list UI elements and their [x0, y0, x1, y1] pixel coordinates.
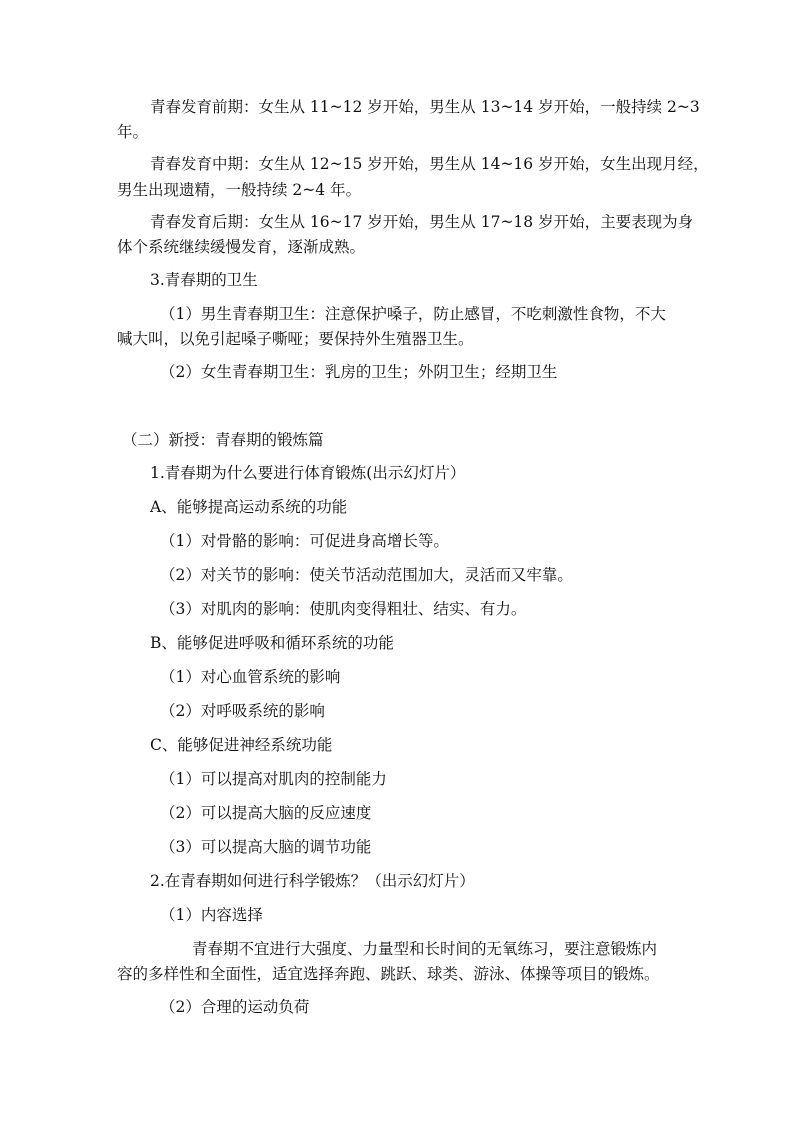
list-item-reaction-speed: （2）可以提高大脑的反应速度	[160, 804, 372, 822]
heading-why-exercise: 1.青春期为什么要进行体育锻炼(出示幻灯片）	[150, 464, 466, 482]
paragraph-early-puberty-line-2: 年。	[117, 123, 149, 141]
heading-how-exercise: 2.在青春期如何进行科学锻炼？（出示幻灯片）	[150, 872, 475, 890]
list-item-cardiovascular: （1）对心血管系统的影响	[160, 668, 341, 686]
list-item-joints: （2）对关节的影响：使关节活动范围加大，灵活而又牢靠。	[160, 566, 573, 584]
list-item-regulation: （3）可以提高大脑的调节功能	[160, 838, 372, 856]
subheading-respiration-circulation: B、能够促进呼吸和循环系统的功能	[150, 634, 394, 652]
section-heading-exercise: （二）新授：青春期的锻炼篇	[122, 431, 324, 449]
list-item-respiratory: （2）对呼吸系统的影响	[160, 702, 325, 720]
paragraph-mid-puberty-line-2: 男生出现遗精，一般持续 2~4 年。	[117, 181, 362, 199]
list-item-muscles: （3）对肌肉的影响：使肌肉变得粗壮、结实、有力。	[160, 600, 527, 618]
paragraph-content-selection-line-2: 容的多样性和全面性，适宜选择奔跑、跳跃、球类、游泳、体操等项目的锻炼。	[117, 965, 660, 983]
paragraph-late-puberty-line-1: 青春发育后期：女生从 16~17 岁开始，男生从 17~18 岁开始，主要表现为身	[150, 213, 694, 231]
paragraph-content-selection-line-1: 青春期不宜进行大强度、力量型和长时间的无氧练习，要注意锻炼内	[192, 940, 658, 958]
paragraph-early-puberty-line-1: 青春发育前期：女生从 11~12 岁开始，男生从 13~14 岁开始，一般持续 2~3	[150, 98, 700, 116]
list-item-content-selection: （1）内容选择	[160, 906, 263, 924]
list-item-muscle-control: （1）可以提高对肌肉的控制能力	[160, 770, 387, 788]
heading-puberty-hygiene: 3.青春期的卫生	[150, 271, 258, 289]
paragraph-mid-puberty-line-1: 青春发育中期：女生从 12~15 岁开始，男生从 14~16 岁开始，女生出现月经，	[150, 155, 709, 173]
list-item-exercise-load: （2）合理的运动负荷	[160, 998, 310, 1016]
paragraph-female-hygiene: （2）女生青春期卫生：乳房的卫生；外阴卫生；经期卫生	[160, 363, 558, 381]
paragraph-late-puberty-line-2: 体个系统继续缓慢发育，逐渐成熟。	[117, 238, 366, 256]
paragraph-male-hygiene-line-1: （1）男生青春期卫生：注意保护嗓子，防止感冒，不吃刺激性食物，不大	[160, 305, 666, 323]
paragraph-male-hygiene-line-2: 喊大叫，以免引起嗓子嘶哑；要保持外生殖器卫生。	[117, 330, 474, 348]
subheading-motor-system: A、能够提高运动系统的功能	[150, 498, 348, 516]
subheading-nervous-system: C、能够促进神经系统功能	[150, 736, 333, 754]
list-item-bones: （1）对骨骼的影响：可促进身高增长等。	[160, 532, 449, 550]
